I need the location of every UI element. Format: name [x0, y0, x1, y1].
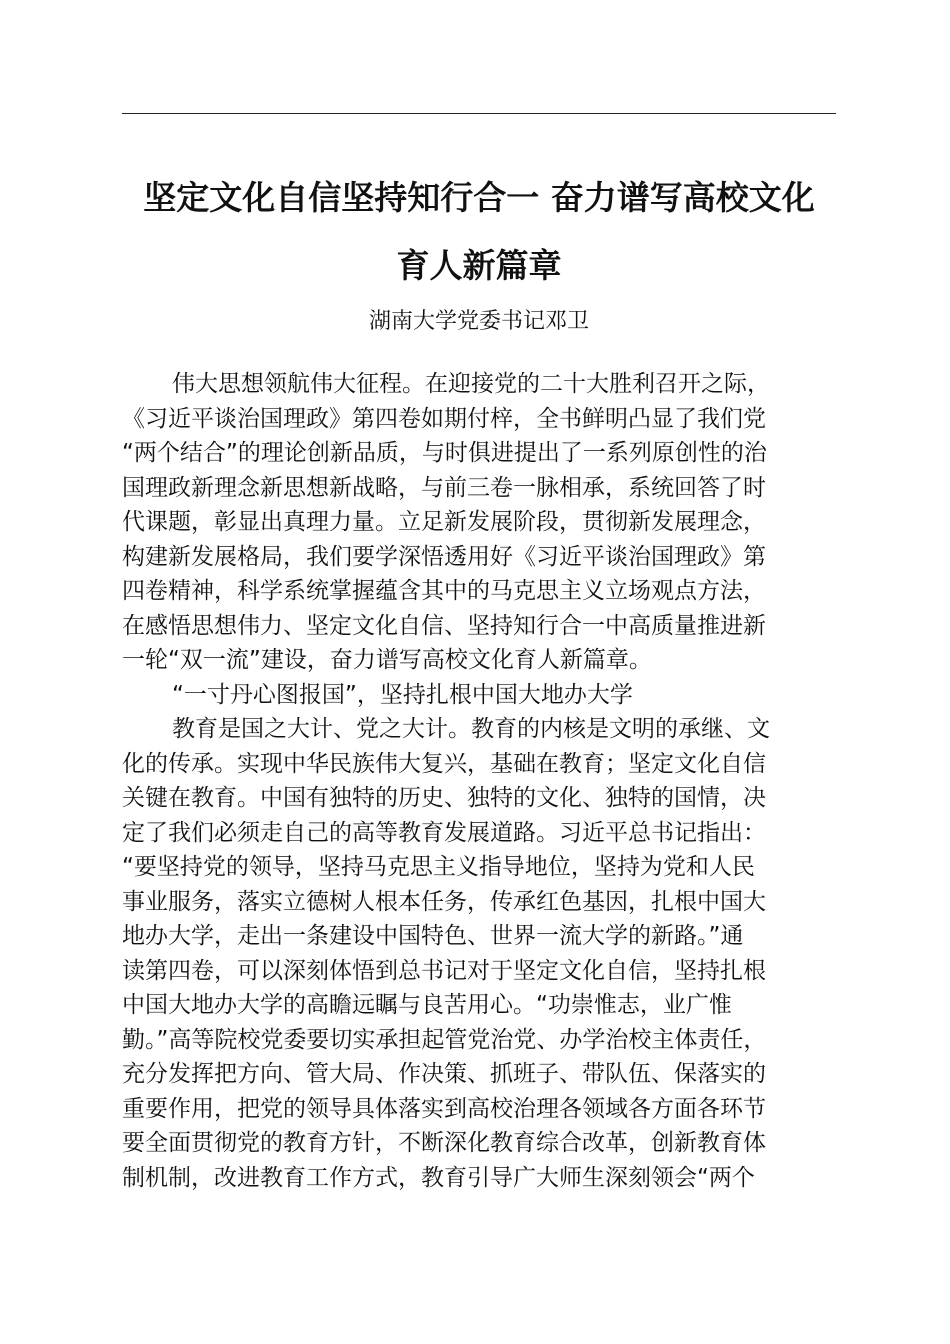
- body-line: “要坚持党的领导，坚持马克思主义指导地位，坚持为党和人民: [122, 854, 755, 880]
- body-line: 制机制，改进教育工作方式，教育引导广大师生深刻领会“两个: [122, 1164, 755, 1191]
- document-title-line-1: 坚定文化自信坚持知行合一 奋力谱写高校文化: [143, 178, 815, 217]
- body-line: 四卷精神，科学系统掌握蕴含其中的马克思主义立场观点方法，: [122, 578, 766, 604]
- body-line: 构建新发展格局，我们要学深悟透用好《习近平谈治国理政》第: [122, 543, 766, 570]
- body-line: 地办大学，走出一条建设中国特色、世界一流大学的新路。”通: [122, 923, 744, 949]
- body-line: “两个结合”的理论创新品质，与时俱进提出了一系列原创性的治: [122, 440, 767, 466]
- document-title-line-2: 育人新篇章: [396, 246, 562, 285]
- section-heading: “一寸丹心图报国”，坚持扎根中国大地办大学: [172, 681, 633, 708]
- author-byline: 湖南大学党委书记邓卫: [368, 309, 589, 334]
- body-line: 要全面贯彻党的教育方针，不断深化教育综合改革，创新教育体: [122, 1130, 766, 1156]
- body-line: 《习近平谈治国理政》第四卷如期付梓，全书鲜明凸显了我们党: [122, 405, 766, 432]
- body-line: 事业服务，落实立德树人根本任务，传承红色基因，扎根中国大: [122, 888, 766, 915]
- body-line: 重要作用，把党的领导具体落实到高校治理各领域各方面各环节: [122, 1095, 766, 1122]
- body-line: 关键在教育。中国有独特的历史、独特的文化、独特的国情，决: [122, 785, 766, 811]
- body-line: 中国大地办大学的高瞻远瞩与良苦用心。“功崇惟志，业广惟: [122, 992, 732, 1018]
- body-line: 读第四卷，可以深刻体悟到总书记对于坚定文化自信，坚持扎根: [122, 957, 766, 984]
- header-rule: [122, 113, 836, 114]
- body-line: 定了我们必须走自己的高等教育发展道路。习近平总书记指出：: [122, 819, 766, 846]
- body-line: 伟大思想领航伟大征程。在迎接党的二十大胜利召开之际，: [172, 371, 770, 397]
- body-line: 一轮“双一流”建设，奋力谱写高校文化育人新篇章。: [122, 647, 652, 673]
- body-line: 国理政新理念新思想新战略，与前三卷一脉相承，系统回答了时: [122, 474, 766, 501]
- body-line: 勤。”高等院校党委要切实承担起管党治党、办学治校主体责任，: [122, 1026, 767, 1053]
- body-line: 在感悟思想伟力、坚定文化自信、坚持知行合一中高质量推进新: [122, 612, 766, 639]
- body-line: 充分发挥把方向、管大局、作决策、抓班子、带队伍、保落实的: [122, 1061, 766, 1087]
- article-body: [122, 367, 842, 1195]
- body-line: 代课题，彰显出真理力量。立足新发展阶段，贯彻新发展理念，: [122, 509, 766, 535]
- body-line: 化的传承。实现中华民族伟大复兴，基础在教育；坚定文化自信: [122, 750, 766, 777]
- body-line: 教育是国之大计、党之大计。教育的内核是文明的承继、文: [172, 716, 770, 742]
